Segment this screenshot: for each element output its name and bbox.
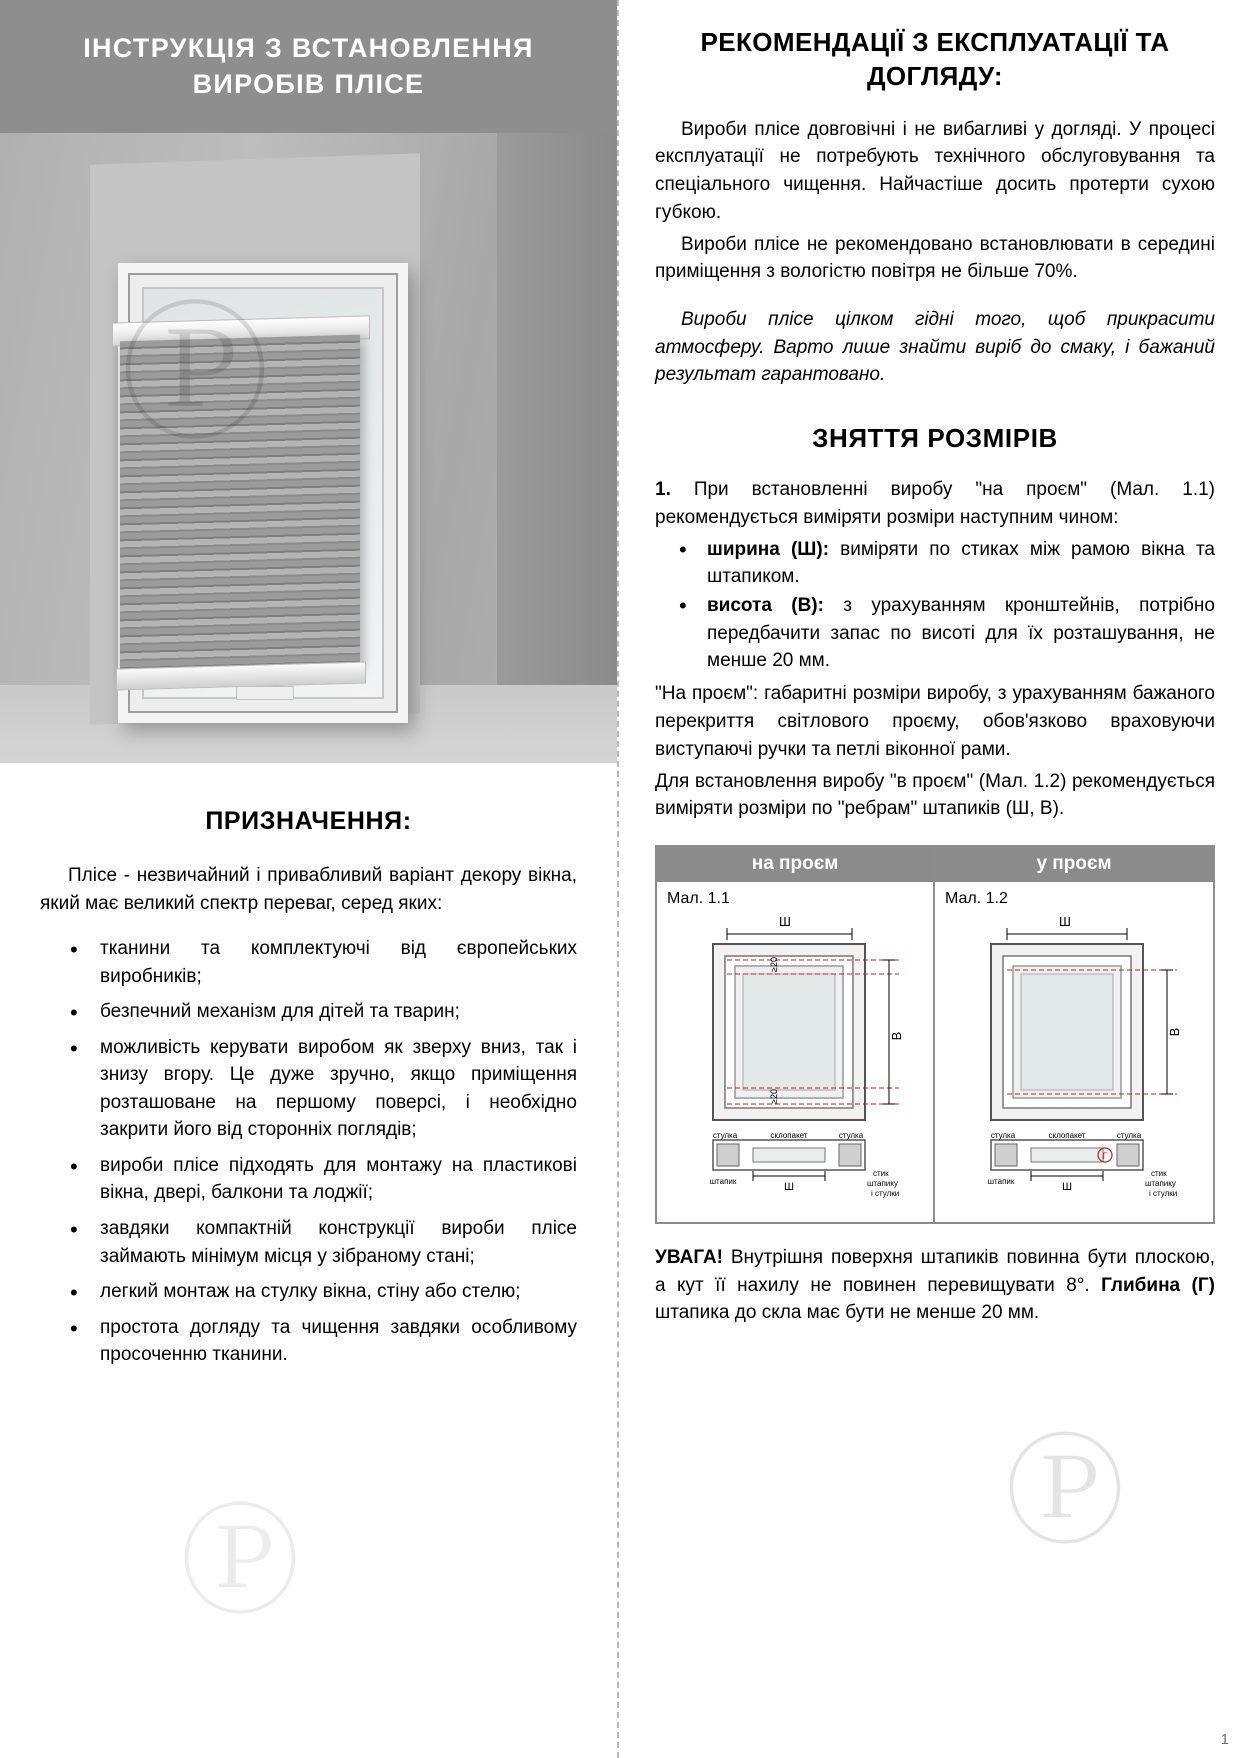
- care-recommendations-title: РЕКОМЕНДАЦІЇ З ЕКСПЛУАТАЦІЇ ТА ДОГЛЯДУ:: [700, 27, 1170, 91]
- diagram-na-proyem: [657, 847, 935, 1222]
- svg-text:Ш: Ш: [1059, 914, 1071, 930]
- svg-text:≥20: ≥20: [769, 1089, 779, 1105]
- list-item: • простота догляду та чищення завдяки особливому просоченню тканини.: [48, 1314, 577, 1369]
- watermark-icon: Ⓟ: [1005, 1425, 1125, 1559]
- svg-text:стулка: стулка: [712, 1131, 738, 1141]
- svg-text:і стулки: і стулки: [1149, 1189, 1178, 1199]
- diagram-body-2: [935, 882, 1213, 1222]
- svg-text:Ш: Ш: [779, 914, 791, 930]
- svg-text:В: В: [889, 1031, 904, 1041]
- list-item: • тканини та комплектуючі від європейських виробників;: [48, 935, 577, 990]
- list-item: • вироби пліcе підходять для монтажу на пластикові вікна, двері, балкони та лоджії;: [48, 1152, 577, 1207]
- left-column: [0, 0, 617, 1758]
- measure-step-1: [655, 476, 1215, 531]
- list-item: • безпечний механізм для дітей та тварин;: [48, 998, 577, 1026]
- svg-text:і стулки: і стулки: [871, 1189, 900, 1199]
- list-item: [655, 592, 1215, 674]
- diagram-header-2: у проєм: [935, 847, 1213, 882]
- svg-text:штапику: штапику: [867, 1179, 898, 1189]
- svg-text:стик: стик: [1151, 1169, 1167, 1179]
- care-paragraph-2: Вироби пліcе не рекомендовано встановлювати в середині приміщення з вологістю повітря не більше 70%.: [655, 233, 1215, 283]
- purpose-bullet-list: [40, 935, 577, 1369]
- svg-text:штапик: штапик: [987, 1177, 1015, 1187]
- svg-text:≥20: ≥20: [769, 957, 779, 973]
- purpose-section: [0, 763, 617, 1369]
- diagram-u-proyem: [935, 847, 1213, 1222]
- svg-text:склопакет: склопакет: [1048, 1131, 1086, 1141]
- svg-text:стулка: стулка: [838, 1131, 864, 1141]
- right-column: [617, 0, 1245, 1758]
- svg-text:штапик: штапик: [709, 1177, 737, 1187]
- measurements-title: ЗНЯТТЯ РОЗМІРІВ: [812, 423, 1058, 454]
- diagram-svg-2: [945, 908, 1205, 1208]
- list-item: • завдяки компактній конструкції вироби пліcе займають мінімум місця у зібраному стані;: [48, 1215, 577, 1270]
- watermark-icon: Ⓟ: [120, 290, 271, 458]
- svg-text:штапику: штапику: [1145, 1179, 1176, 1189]
- height-text: з урахуванням кронштейнів, потрібно передбачити запас по висоті для їх розташування, не менше 20 мм.: [707, 595, 1215, 672]
- width-text: виміряти по стиках між рамою вікна та штапиком.: [707, 538, 1216, 588]
- svg-text:Ш: Ш: [1061, 1181, 1073, 1194]
- height-label: висота (В):: [707, 595, 824, 617]
- photo-bottom-handle: [236, 686, 294, 700]
- svg-text:склопакет: склопакет: [770, 1131, 808, 1141]
- list-item: • легкий монтаж на стулку вікна, стіну або стелю;: [48, 1278, 577, 1306]
- measure-bullet-list: [655, 536, 1215, 675]
- svg-text:стулка: стулка: [1116, 1131, 1142, 1141]
- svg-text:Ш: Ш: [783, 1181, 795, 1194]
- list-item: [655, 536, 1215, 591]
- diagram-body-1: [657, 882, 933, 1222]
- instruction-header-banner: [0, 0, 617, 133]
- measure-step-number: 1.: [655, 479, 671, 501]
- figure-label-2: Мал. 1.2: [945, 890, 1008, 908]
- purpose-intro: Пліcе - незвичайний і привабливий варіант декору вікна, який має великий спектр переваг, серед яких:: [40, 865, 577, 914]
- measure-note-na-proyem: "На проєм": габаритні розміри виробу, з урахуванням бажаного перекриття світлового проєму, обов'язково враховуючи виступаючі ручки та петлі віконної рами.: [655, 683, 1215, 760]
- width-label: ширина (Ш):: [707, 538, 830, 560]
- warning-label: УВАГА!: [655, 1247, 723, 1269]
- measure-note-v-proyem: Для встановлення виробу "в проєм" (Мал. 1.2) рекомендується виміряти розміри по "ребрам" штапиків (Ш, В).: [655, 770, 1215, 820]
- care-paragraph-1: Вироби пліcе довговічні і не вибагливі у догляді. У процесі експлуатації не потребують технічного обслуговування та спеціального чищення. Найчастіше досить протерти сухою губкою.: [655, 118, 1215, 223]
- page-number: 1: [1220, 1731, 1229, 1748]
- svg-text:стик: стик: [873, 1169, 889, 1179]
- product-photo: [0, 133, 617, 763]
- svg-text:Г: Г: [1102, 1151, 1108, 1162]
- figure-label-1: Мал. 1.1: [667, 890, 730, 908]
- warning-text-1: Внутрішня поверхня штапиків повинна бути плоскою, а кут її нахилу не повинен перевищувати 8°.: [655, 1247, 1215, 1296]
- warning-note: [655, 1244, 1215, 1327]
- purpose-title: ПРИЗНАЧЕННЯ:: [205, 807, 412, 835]
- list-item: • можливість керувати виробом як зверху вниз, так і знизу вгору. Це дуже зручно, якщо приміщення розташоване на першому поверсі, і необхідно закрити його від сторонніх поглядів;: [48, 1034, 577, 1144]
- page-title: ІНСТРУКЦІЯ З ВСТАНОВЛЕННЯ ВИРОБІВ ПЛІСЕ: [83, 32, 534, 99]
- care-paragraph-3: Вироби пліcе цілком гідні того, щоб прикрасити атмосферу. Варто лише знайти виріб до смаку, і бажаний результат гарантовано.: [655, 309, 1215, 386]
- measure-step-text: При встановленні виробу "на проєм" (Мал. 1.1) рекомендується виміряти розміри наступним чином:: [655, 479, 1215, 528]
- depth-label: Глибина (Г): [1101, 1274, 1215, 1296]
- watermark-icon: Ⓟ: [180, 1495, 300, 1629]
- diagram-table: [655, 845, 1215, 1224]
- diagram-svg-1: [667, 908, 927, 1208]
- diagram-header-1: на проєм: [657, 847, 933, 882]
- svg-text:В: В: [1167, 1027, 1182, 1037]
- svg-text:стулка: стулка: [990, 1131, 1016, 1141]
- photo-wall: [497, 133, 617, 763]
- warning-text-2: штапика до скла має бути не менше 20 мм.: [655, 1302, 1040, 1324]
